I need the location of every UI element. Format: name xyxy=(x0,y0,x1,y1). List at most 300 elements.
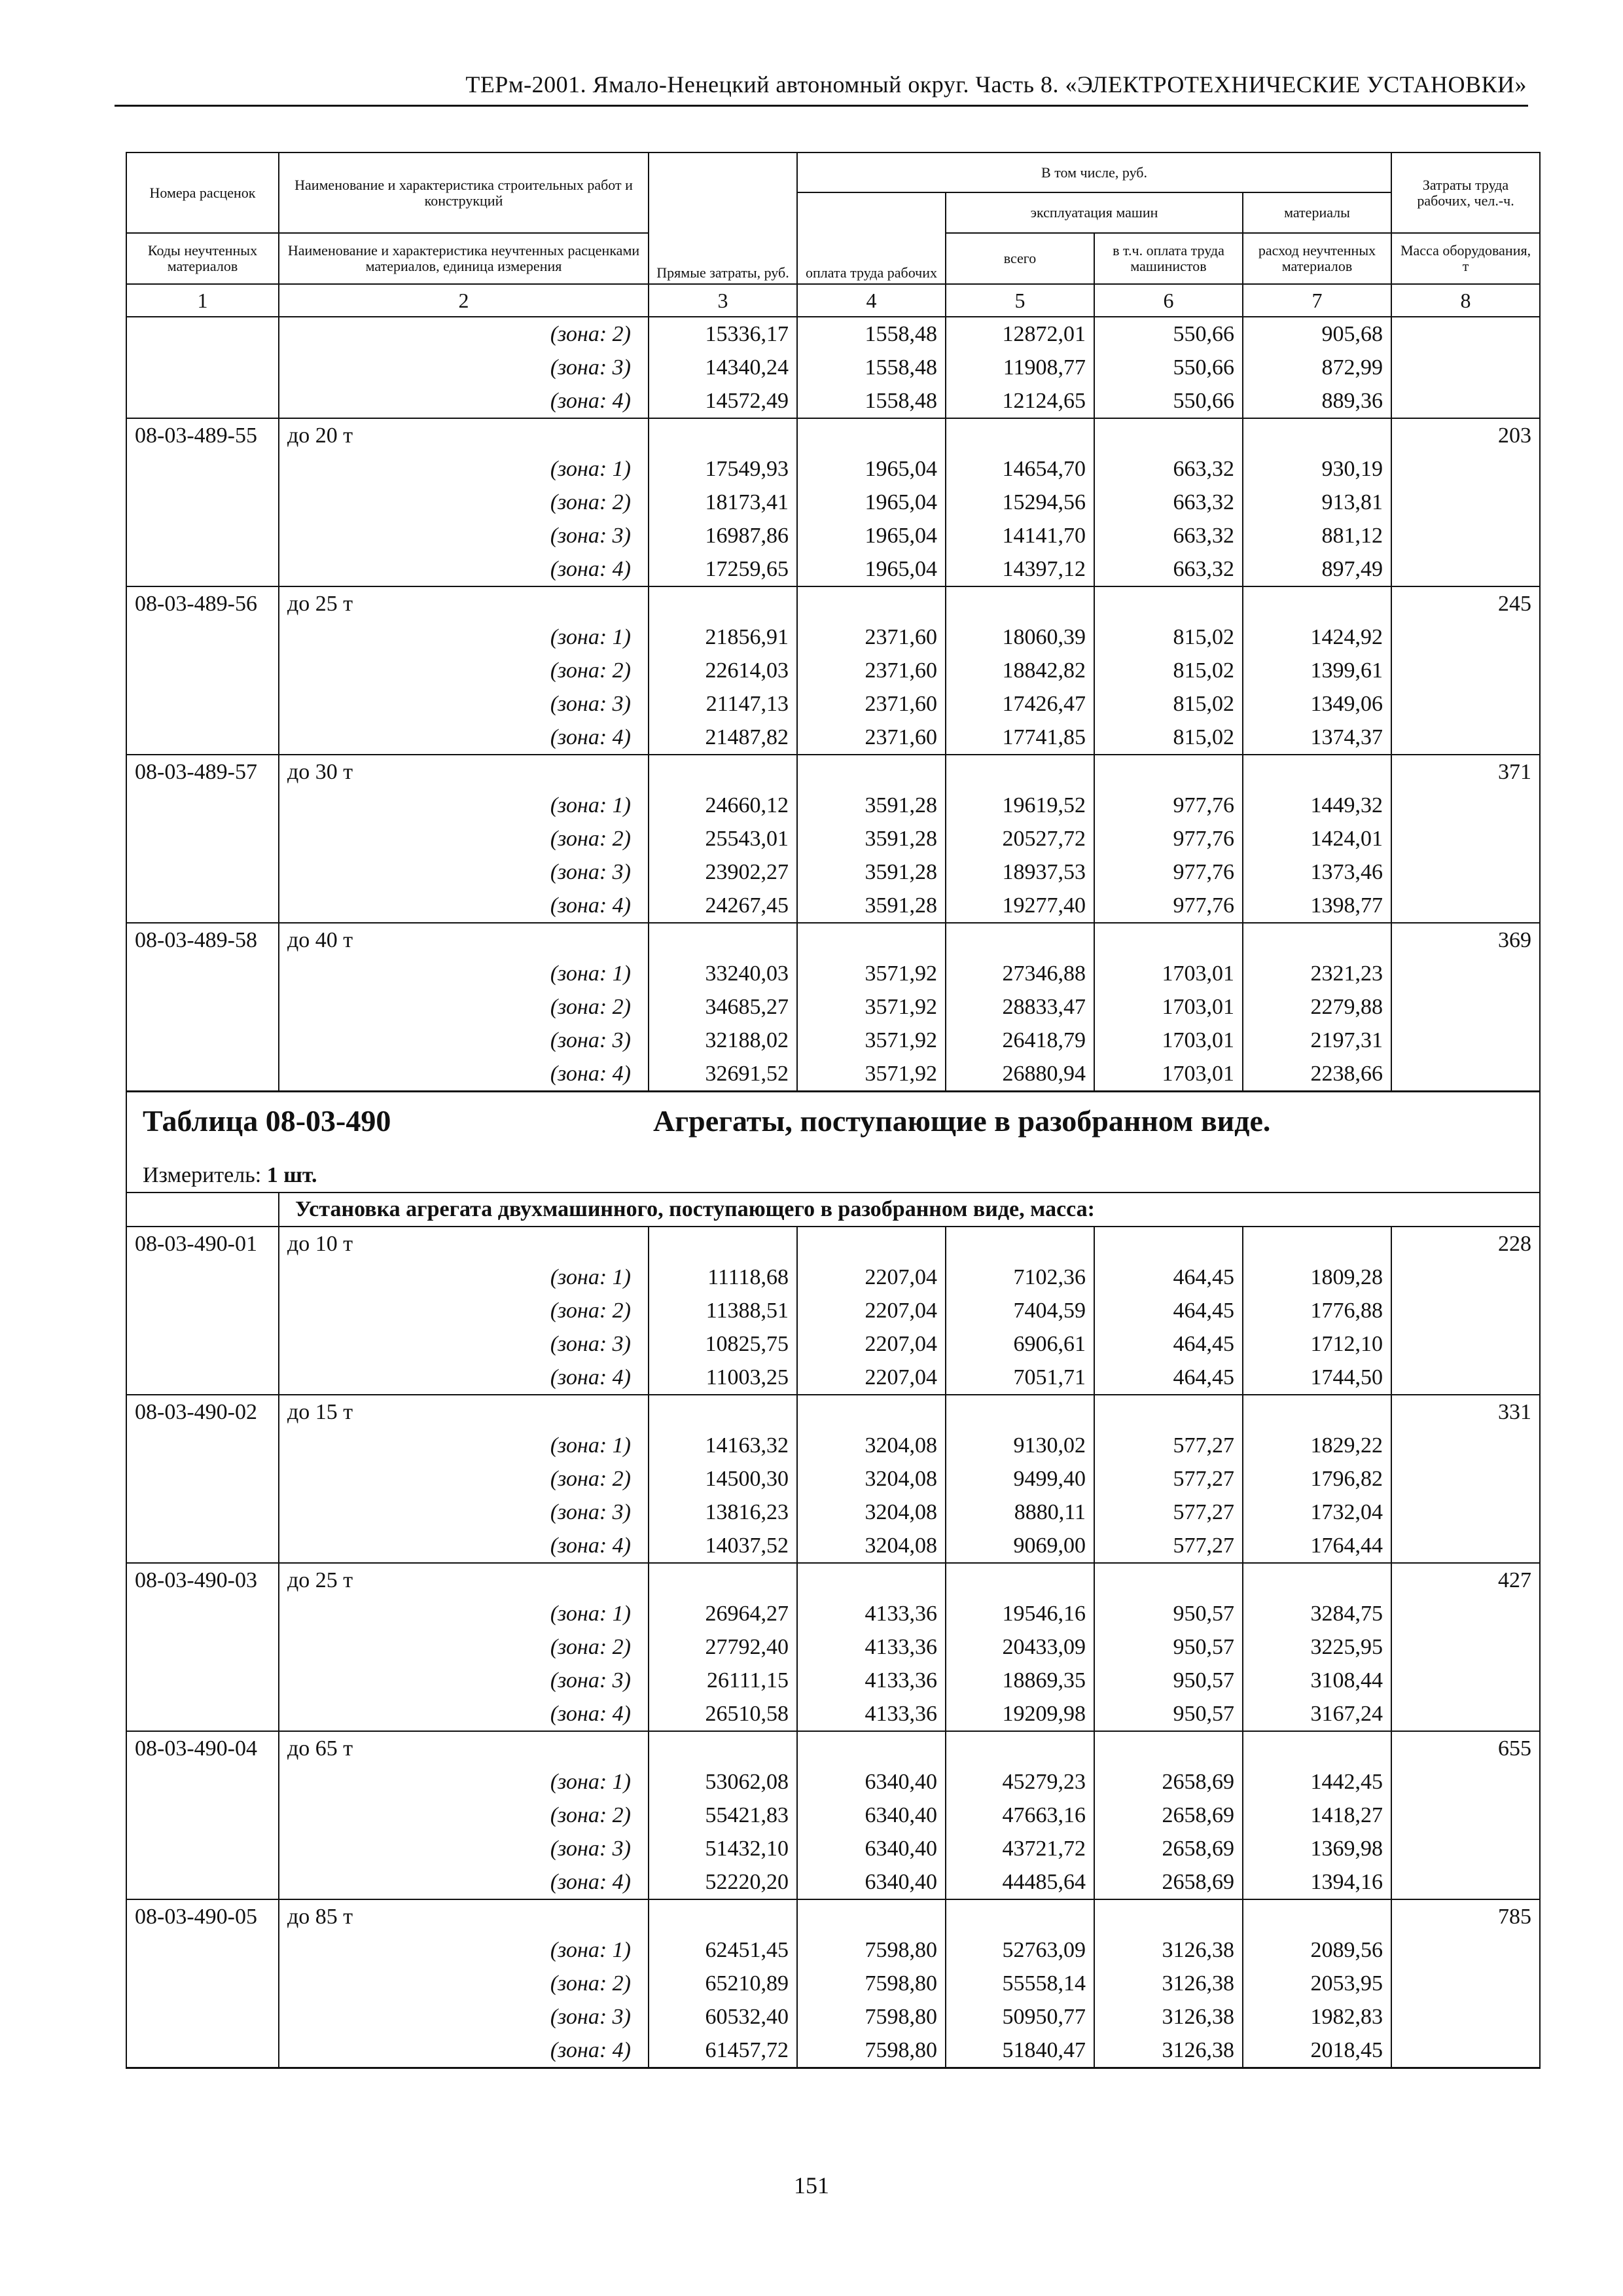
direct-costs-value: 15336,17 xyxy=(649,317,797,351)
machinist-pay-value: 815,02 xyxy=(1094,687,1243,721)
direct-costs-value: 14037,52 xyxy=(649,1529,797,1563)
machine-operation-header: эксплуатация машин xyxy=(946,192,1243,233)
workers-pay-value: 2207,04 xyxy=(797,1327,946,1361)
zone-label: (зона: 1) xyxy=(279,1597,649,1630)
machine-total-value: 44485,64 xyxy=(946,1865,1094,1899)
column-number: 3 xyxy=(649,284,797,317)
zone-label: (зона: 2) xyxy=(279,1967,649,2000)
machinist-pay-value: 1703,01 xyxy=(1094,1024,1243,1057)
labor-cost-value: 228 xyxy=(1391,1227,1540,1261)
labor-cost-cell xyxy=(1391,1664,1540,1697)
table-row xyxy=(126,1294,1540,1327)
machinist-pay-value xyxy=(1094,923,1243,957)
zone-label: (зона: 4) xyxy=(279,889,649,923)
rate-code: 08-03-490-04 xyxy=(126,1731,279,1765)
labor-cost-cell xyxy=(1391,1261,1540,1294)
zone-label: (зона: 1) xyxy=(279,452,649,486)
table-row xyxy=(126,1832,1540,1865)
machine-total-value: 27346,88 xyxy=(946,957,1094,990)
machine-total-value: 20433,09 xyxy=(946,1630,1094,1664)
rate-code-cell xyxy=(126,1933,279,1967)
materials-value: 1982,83 xyxy=(1243,2000,1391,2034)
materials-value: 3108,44 xyxy=(1243,1664,1391,1697)
column-number: 6 xyxy=(1094,284,1243,317)
workers-pay-value: 1558,48 xyxy=(797,317,946,351)
rate-code: 08-03-489-57 xyxy=(126,755,279,789)
rate-code-cell xyxy=(126,2000,279,2034)
rate-code-cell xyxy=(126,687,279,721)
labor-cost-cell xyxy=(1391,1865,1540,1899)
rate-code-cell xyxy=(126,351,279,384)
labor-cost-cell xyxy=(1391,1799,1540,1832)
labor-cost-value: 427 xyxy=(1391,1563,1540,1597)
workers-pay-value: 1558,48 xyxy=(797,351,946,384)
machine-total-value xyxy=(946,1395,1094,1429)
machine-total-value: 14654,70 xyxy=(946,452,1094,486)
zone-label: (зона: 4) xyxy=(279,384,649,418)
labor-cost-cell xyxy=(1391,1496,1540,1529)
zone-label: (зона: 3) xyxy=(279,519,649,552)
workers-pay-value: 2371,60 xyxy=(797,654,946,687)
rate-code-cell xyxy=(126,384,279,418)
labor-cost-value: 203 xyxy=(1391,418,1540,452)
direct-costs-value: 14163,32 xyxy=(649,1429,797,1462)
materials-value: 2053,95 xyxy=(1243,1967,1391,2000)
machine-total-value xyxy=(946,1731,1094,1765)
rate-code: 08-03-489-55 xyxy=(126,418,279,452)
zone-label: (зона: 3) xyxy=(279,1024,649,1057)
table-title: Агрегаты, поступающие в разобранном виде. xyxy=(653,1104,1271,1138)
workers-pay-value xyxy=(797,1731,946,1765)
table-row xyxy=(126,1261,1540,1294)
machinist-pay-value xyxy=(1094,1227,1243,1261)
workers-pay-value: 3571,92 xyxy=(797,957,946,990)
direct-costs-value: 52220,20 xyxy=(649,1865,797,1899)
zone-label: (зона: 1) xyxy=(279,957,649,990)
labor-cost-cell xyxy=(1391,519,1540,552)
zone-label: (зона: 1) xyxy=(279,1261,649,1294)
machinist-pay-value xyxy=(1094,1899,1243,1933)
machinist-pay-value: 3126,38 xyxy=(1094,1967,1243,2000)
rate-code-cell xyxy=(126,1429,279,1462)
labor-costs-header: Затраты труда рабочих, чел.-ч. xyxy=(1391,152,1540,233)
materials-value: 1424,92 xyxy=(1243,620,1391,654)
workers-pay-value: 2371,60 xyxy=(797,721,946,755)
machinist-pay-value: 1703,01 xyxy=(1094,1057,1243,1092)
column-numbers-row xyxy=(126,284,1540,317)
machine-total-value: 18060,39 xyxy=(946,620,1094,654)
machine-total-value xyxy=(946,586,1094,620)
zone-label: (зона: 2) xyxy=(279,486,649,519)
machine-total-value: 19209,98 xyxy=(946,1697,1094,1731)
materials-value: 889,36 xyxy=(1243,384,1391,418)
workers-pay-value: 4133,36 xyxy=(797,1597,946,1630)
machine-total-value: 14397,12 xyxy=(946,552,1094,586)
machinist-pay-value: 550,66 xyxy=(1094,351,1243,384)
work-name: до 20 т xyxy=(279,418,649,452)
machinist-pay-value xyxy=(1094,1731,1243,1765)
machinist-pay-value: 977,76 xyxy=(1094,789,1243,822)
workers-pay-value: 3571,92 xyxy=(797,1024,946,1057)
machine-total-value xyxy=(946,418,1094,452)
unaccounted-consumption-header: расход неучтенных материалов xyxy=(1243,233,1391,284)
zone-label: (зона: 2) xyxy=(279,1462,649,1496)
machine-total-value: 7051,71 xyxy=(946,1361,1094,1395)
zone-label: (зона: 2) xyxy=(279,654,649,687)
workers-pay-value xyxy=(797,586,946,620)
machinist-pay-value: 550,66 xyxy=(1094,384,1243,418)
workers-pay-value xyxy=(797,1227,946,1261)
direct-costs-value xyxy=(649,586,797,620)
zone-label: (зона: 1) xyxy=(279,620,649,654)
table-row xyxy=(126,822,1540,855)
workers-pay-value: 7598,80 xyxy=(797,2034,946,2068)
labor-cost-cell xyxy=(1391,654,1540,687)
machinist-pay-value xyxy=(1094,755,1243,789)
machine-total-value: 18842,82 xyxy=(946,654,1094,687)
machinist-pay-value: 950,57 xyxy=(1094,1697,1243,1731)
workers-pay-value: 2207,04 xyxy=(797,1261,946,1294)
work-name: до 30 т xyxy=(279,755,649,789)
table-row xyxy=(126,620,1540,654)
machinist-pay-value: 977,76 xyxy=(1094,889,1243,923)
zone-label: (зона: 3) xyxy=(279,2000,649,2034)
machinist-pay-value: 3126,38 xyxy=(1094,1933,1243,1967)
machinist-pay-value: 977,76 xyxy=(1094,855,1243,889)
rate-code-cell xyxy=(126,1361,279,1395)
direct-costs-value: 21856,91 xyxy=(649,620,797,654)
materials-header: материалы xyxy=(1243,192,1391,233)
rate-code-cell xyxy=(126,2034,279,2068)
work-name: до 40 т xyxy=(279,923,649,957)
machinist-pay-value: 3126,38 xyxy=(1094,2000,1243,2034)
rate-code-cell xyxy=(126,957,279,990)
column-number: 5 xyxy=(946,284,1094,317)
zone-label: (зона: 1) xyxy=(279,1429,649,1462)
machinist-pay-value: 2658,69 xyxy=(1094,1865,1243,1899)
materials-value: 881,12 xyxy=(1243,519,1391,552)
zone-label: (зона: 3) xyxy=(279,1664,649,1697)
machine-total-value xyxy=(946,1563,1094,1597)
materials-value: 2197,31 xyxy=(1243,1024,1391,1057)
table-row xyxy=(126,1563,1540,1597)
materials-value xyxy=(1243,1395,1391,1429)
direct-costs-value: 18173,41 xyxy=(649,486,797,519)
table-490-body xyxy=(126,1227,1540,2068)
codes-unaccounted-header: Коды неучтенных материалов xyxy=(126,233,279,284)
labor-cost-value: 331 xyxy=(1391,1395,1540,1429)
workers-pay-value: 3591,28 xyxy=(797,822,946,855)
labor-cost-value: 245 xyxy=(1391,586,1540,620)
materials-value: 2321,23 xyxy=(1243,957,1391,990)
machinist-pay-value: 577,27 xyxy=(1094,1462,1243,1496)
direct-costs-value: 14572,49 xyxy=(649,384,797,418)
materials-value xyxy=(1243,1227,1391,1261)
machinist-pay-value: 663,32 xyxy=(1094,519,1243,552)
direct-costs-value: 32691,52 xyxy=(649,1057,797,1092)
measure-value: 1 шт. xyxy=(266,1163,317,1187)
labor-cost-cell xyxy=(1391,1967,1540,2000)
direct-costs-value: 10825,75 xyxy=(649,1327,797,1361)
machine-total-value: 9069,00 xyxy=(946,1529,1094,1563)
machine-total-value: 17426,47 xyxy=(946,687,1094,721)
direct-costs-value xyxy=(649,1227,797,1261)
machinist-pay-value: 1703,01 xyxy=(1094,957,1243,990)
zone-label: (зона: 2) xyxy=(279,822,649,855)
zone-label: (зона: 3) xyxy=(279,1496,649,1529)
table-row xyxy=(126,384,1540,418)
direct-costs-value: 33240,03 xyxy=(649,957,797,990)
table-row xyxy=(126,1361,1540,1395)
labor-cost-cell xyxy=(1391,889,1540,923)
labor-cost-cell xyxy=(1391,486,1540,519)
workers-pay-value xyxy=(797,1395,946,1429)
rate-code-cell xyxy=(126,1529,279,1563)
machinist-pay-value: 663,32 xyxy=(1094,452,1243,486)
machine-total-value: 7404,59 xyxy=(946,1294,1094,1327)
table-row xyxy=(126,1664,1540,1697)
table-row xyxy=(126,687,1540,721)
labor-cost-cell xyxy=(1391,957,1540,990)
materials-value: 872,99 xyxy=(1243,351,1391,384)
labor-cost-cell xyxy=(1391,1462,1540,1496)
materials-value: 1399,61 xyxy=(1243,654,1391,687)
direct-costs-value xyxy=(649,923,797,957)
table-row xyxy=(126,1462,1540,1496)
direct-costs-value: 17259,65 xyxy=(649,552,797,586)
materials-value: 1712,10 xyxy=(1243,1327,1391,1361)
labor-cost-cell xyxy=(1391,351,1540,384)
machine-total-value: 9130,02 xyxy=(946,1429,1094,1462)
zone-label: (зона: 1) xyxy=(279,1765,649,1799)
direct-costs-value: 26510,58 xyxy=(649,1697,797,1731)
work-name: до 25 т xyxy=(279,1563,649,1597)
materials-value: 1809,28 xyxy=(1243,1261,1391,1294)
column-number: 8 xyxy=(1391,284,1540,317)
table-row xyxy=(126,755,1540,789)
rate-code-cell xyxy=(126,552,279,586)
workers-pay-value: 2371,60 xyxy=(797,620,946,654)
materials-value: 1418,27 xyxy=(1243,1799,1391,1832)
rate-code-cell xyxy=(126,1261,279,1294)
name-header: Наименование и характеристика строительных работ и конструкций xyxy=(279,152,649,233)
materials-value: 1398,77 xyxy=(1243,889,1391,923)
machine-total-value: 26418,79 xyxy=(946,1024,1094,1057)
rate-code: 08-03-490-01 xyxy=(126,1227,279,1261)
labor-cost-cell xyxy=(1391,1529,1540,1563)
zone-label: (зона: 1) xyxy=(279,789,649,822)
materials-value xyxy=(1243,1563,1391,1597)
direct-costs-value: 11388,51 xyxy=(649,1294,797,1327)
labor-cost-cell xyxy=(1391,1933,1540,1967)
running-header: ТЕРм-2001. Ямало-Ненецкий автономный округ. Часть 8. «ЭЛЕКТРОТЕХНИЧЕСКИЕ УСТАНОВКИ» xyxy=(465,71,1527,98)
rate-code-cell xyxy=(126,1865,279,1899)
labor-cost-cell xyxy=(1391,1765,1540,1799)
materials-value xyxy=(1243,586,1391,620)
table-row xyxy=(126,990,1540,1024)
zone-label: (зона: 2) xyxy=(279,990,649,1024)
machine-total-value: 12124,65 xyxy=(946,384,1094,418)
workers-pay-value xyxy=(797,923,946,957)
column-number: 1 xyxy=(126,284,279,317)
table-row xyxy=(126,889,1540,923)
materials-value: 1744,50 xyxy=(1243,1361,1391,1395)
table-row xyxy=(126,586,1540,620)
workers-pay-header: оплата труда рабочих xyxy=(797,192,946,284)
labor-cost-cell xyxy=(1391,1429,1540,1462)
materials-value: 905,68 xyxy=(1243,317,1391,351)
materials-value: 1369,98 xyxy=(1243,1832,1391,1865)
zone-label: (зона: 3) xyxy=(279,687,649,721)
total-header: всего xyxy=(946,233,1094,284)
machine-total-value: 9499,40 xyxy=(946,1462,1094,1496)
materials-value xyxy=(1243,1731,1391,1765)
table-row xyxy=(126,2034,1540,2068)
workers-pay-value: 4133,36 xyxy=(797,1664,946,1697)
materials-value: 2279,88 xyxy=(1243,990,1391,1024)
machinist-pay-value: 950,57 xyxy=(1094,1630,1243,1664)
rate-code-cell xyxy=(126,889,279,923)
table-row xyxy=(126,552,1540,586)
rate-code-cell xyxy=(126,317,279,351)
labor-cost-cell xyxy=(1391,317,1540,351)
direct-costs-value: 55421,83 xyxy=(649,1799,797,1832)
machinist-pay-value: 464,45 xyxy=(1094,1327,1243,1361)
table-row xyxy=(126,418,1540,452)
rate-code: 08-03-490-05 xyxy=(126,1899,279,1933)
table-row xyxy=(126,1529,1540,1563)
table-row xyxy=(126,1899,1540,1933)
workers-pay-value xyxy=(797,1899,946,1933)
table-number: Таблица 08-03-490 xyxy=(143,1104,391,1138)
zone-label: (зона: 4) xyxy=(279,1361,649,1395)
direct-costs-value: 53062,08 xyxy=(649,1765,797,1799)
labor-cost-cell xyxy=(1391,721,1540,755)
workers-pay-value: 4133,36 xyxy=(797,1697,946,1731)
table-row xyxy=(126,1865,1540,1899)
machinist-pay-value: 577,27 xyxy=(1094,1529,1243,1563)
number-rates-header: Номера расценок xyxy=(126,152,279,233)
materials-value: 1373,46 xyxy=(1243,855,1391,889)
workers-pay-value: 6340,40 xyxy=(797,1799,946,1832)
zone-label: (зона: 4) xyxy=(279,1529,649,1563)
zone-label: (зона: 4) xyxy=(279,1865,649,1899)
zone-label: (зона: 4) xyxy=(279,2034,649,2068)
rates-table xyxy=(126,152,1541,2069)
materials-value: 3225,95 xyxy=(1243,1630,1391,1664)
machinist-pay-value: 550,66 xyxy=(1094,317,1243,351)
machinist-pay-value xyxy=(1094,418,1243,452)
table-row xyxy=(126,519,1540,552)
labor-cost-cell xyxy=(1391,1597,1540,1630)
table-row xyxy=(126,721,1540,755)
table-row xyxy=(126,1597,1540,1630)
rate-code-cell xyxy=(126,1765,279,1799)
rate-code-cell xyxy=(126,654,279,687)
labor-cost-value: 785 xyxy=(1391,1899,1540,1933)
rate-code: 08-03-489-56 xyxy=(126,586,279,620)
workers-pay-value: 6340,40 xyxy=(797,1865,946,1899)
machine-total-value: 19277,40 xyxy=(946,889,1094,923)
materials-value: 1449,32 xyxy=(1243,789,1391,822)
direct-costs-value: 24660,12 xyxy=(649,789,797,822)
machinist-pay-value xyxy=(1094,1563,1243,1597)
labor-cost-value: 371 xyxy=(1391,755,1540,789)
page-number: 151 xyxy=(794,2172,829,2198)
labor-cost-cell xyxy=(1391,2000,1540,2034)
workers-pay-value: 1558,48 xyxy=(797,384,946,418)
machine-total-value: 18937,53 xyxy=(946,855,1094,889)
rate-code-cell xyxy=(126,1967,279,2000)
materials-value: 3284,75 xyxy=(1243,1597,1391,1630)
rate-code-cell xyxy=(126,789,279,822)
table-row xyxy=(126,1327,1540,1361)
zone-label: (зона: 4) xyxy=(279,552,649,586)
zone-label: (зона: 3) xyxy=(279,855,649,889)
machine-total-value: 52763,09 xyxy=(946,1933,1094,1967)
zone-label: (зона: 4) xyxy=(279,721,649,755)
direct-costs-value: 21147,13 xyxy=(649,687,797,721)
machine-total-value: 17741,85 xyxy=(946,721,1094,755)
labor-cost-cell xyxy=(1391,855,1540,889)
name-unaccounted-header: Наименование и характеристика неучтенных расценками материалов, единица измерения xyxy=(279,233,649,284)
machine-total-value: 19546,16 xyxy=(946,1597,1094,1630)
materials-value: 1776,88 xyxy=(1243,1294,1391,1327)
labor-cost-value: 369 xyxy=(1391,923,1540,957)
materials-value: 1374,37 xyxy=(1243,721,1391,755)
table-row xyxy=(126,923,1540,957)
workers-pay-value: 2207,04 xyxy=(797,1361,946,1395)
direct-costs-value: 26111,15 xyxy=(649,1664,797,1697)
zone-label: (зона: 4) xyxy=(279,1057,649,1092)
rate-code-cell xyxy=(126,1697,279,1731)
direct-costs-value: 62451,45 xyxy=(649,1933,797,1967)
labor-cost-cell xyxy=(1391,687,1540,721)
direct-costs-value: 16987,86 xyxy=(649,519,797,552)
workers-pay-value xyxy=(797,1563,946,1597)
machinist-pay-value: 2658,69 xyxy=(1094,1765,1243,1799)
column-number: 7 xyxy=(1243,284,1391,317)
machinist-pay-value: 464,45 xyxy=(1094,1361,1243,1395)
machine-total-value: 15294,56 xyxy=(946,486,1094,519)
table-row xyxy=(126,1429,1540,1462)
section-subheading: Установка агрегата двухмашинного, поступающего в разобранном виде, масса: xyxy=(279,1193,1540,1227)
machine-total-value xyxy=(946,755,1094,789)
workers-pay-value: 3571,92 xyxy=(797,990,946,1024)
machinist-pay-value: 464,45 xyxy=(1094,1261,1243,1294)
table-row xyxy=(126,1731,1540,1765)
column-number: 2 xyxy=(279,284,649,317)
labor-cost-cell xyxy=(1391,990,1540,1024)
machine-total-value: 11908,77 xyxy=(946,351,1094,384)
machinist-pay-value: 663,32 xyxy=(1094,552,1243,586)
workers-pay-value: 3591,28 xyxy=(797,889,946,923)
work-name: до 65 т xyxy=(279,1731,649,1765)
workers-pay-value: 3591,28 xyxy=(797,789,946,822)
work-name: до 15 т xyxy=(279,1395,649,1429)
direct-costs-value: 22614,03 xyxy=(649,654,797,687)
materials-value: 1349,06 xyxy=(1243,687,1391,721)
direct-costs-value: 51432,10 xyxy=(649,1832,797,1865)
workers-pay-value xyxy=(797,755,946,789)
rate-code-cell xyxy=(126,1294,279,1327)
rate-code: 08-03-490-02 xyxy=(126,1395,279,1429)
column-number: 4 xyxy=(797,284,946,317)
direct-costs-value: 60532,40 xyxy=(649,2000,797,2034)
workers-pay-value: 6340,40 xyxy=(797,1832,946,1865)
including-rub-header: В том числе, руб. xyxy=(797,152,1391,192)
rate-code-cell xyxy=(126,1024,279,1057)
